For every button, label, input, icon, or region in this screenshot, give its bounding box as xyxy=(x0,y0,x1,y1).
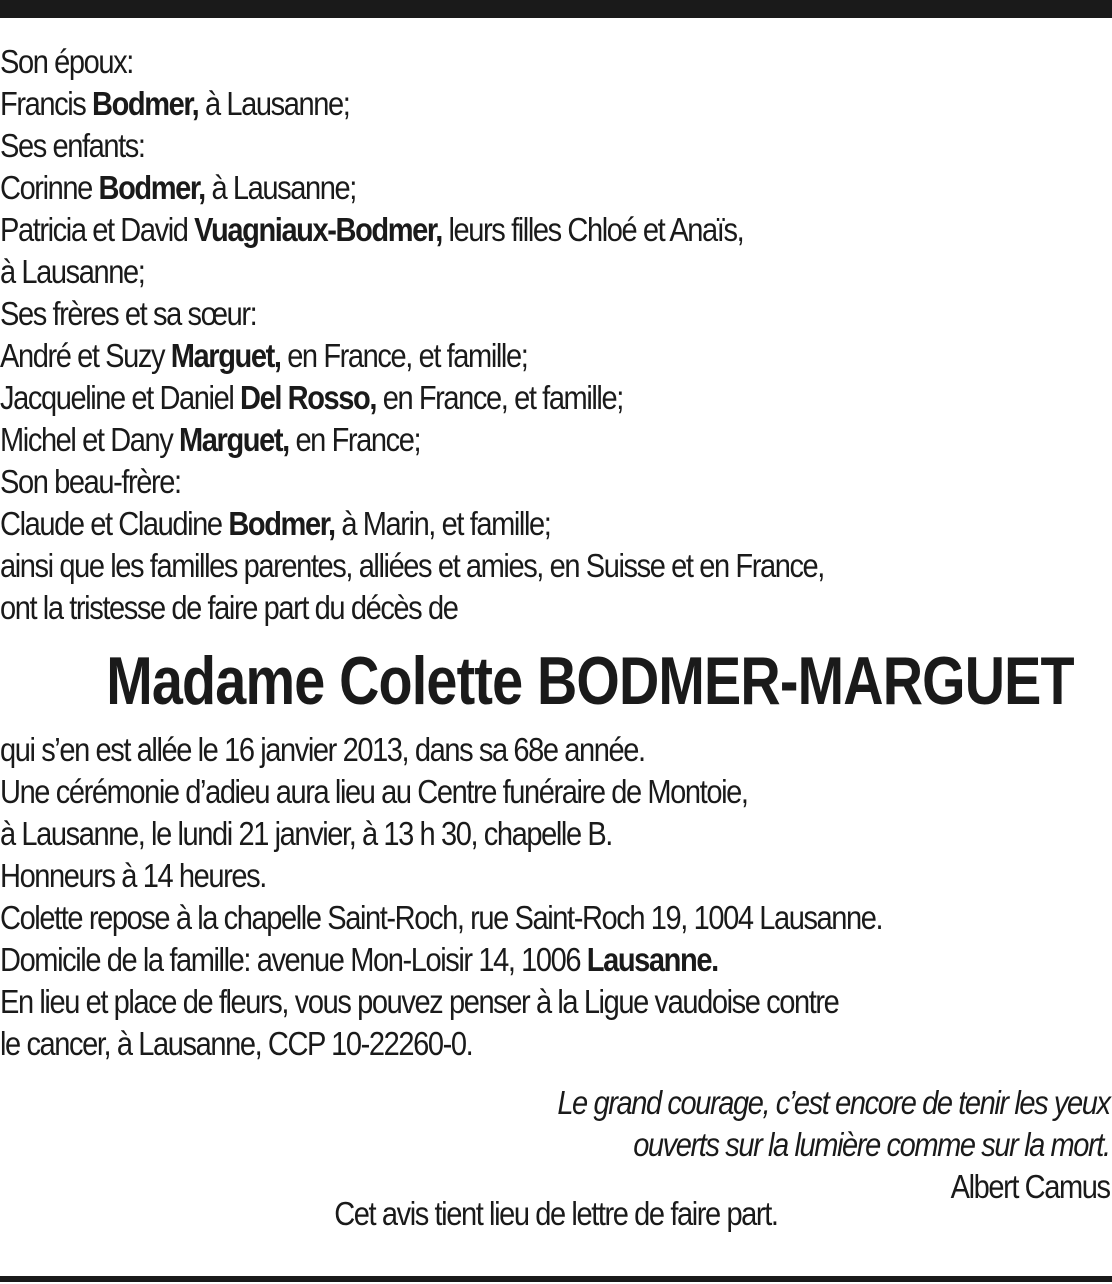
inlaw-heading: Son beau-frère: xyxy=(0,463,181,500)
child-line-continued: à Lausanne; xyxy=(0,253,145,290)
donation-line: En lieu et place de fleurs, vous pouvez penser à la Ligue vaudoise contre xyxy=(0,983,839,1020)
child-surname: Bodmer, xyxy=(98,169,205,206)
inlaw-place: à Marin, et famille; xyxy=(334,505,551,542)
child-first: Corinne xyxy=(0,169,99,206)
families-line: ainsi que les familles parentes, alliées et amies, en Suisse et en France, xyxy=(0,547,824,584)
deceased-name xyxy=(0,642,1112,720)
spouse-surname: Bodmer, xyxy=(92,85,199,122)
child-place: leurs filles Chloé et Anaïs, xyxy=(441,211,744,248)
quote-author: Albert Camus xyxy=(950,1168,1110,1205)
spouse-line xyxy=(0,83,979,125)
domicile-address: Domicile de la famille: avenue Mon-Loisir 14, 1006 xyxy=(0,941,587,978)
siblings-heading: Ses frères et sa sœur: xyxy=(0,295,257,332)
sibling-line xyxy=(0,419,979,461)
sibling-line xyxy=(0,335,979,377)
child-place: à Lausanne; xyxy=(204,169,356,206)
closing-notice xyxy=(0,1193,1112,1235)
honors-line: Honneurs à 14 heures. xyxy=(0,857,266,894)
top-rule xyxy=(0,0,1112,18)
ceremony-time-line: à Lausanne, le lundi 21 janvier, à 13 h 30, chapelle B. xyxy=(0,815,612,852)
child-line xyxy=(0,167,979,209)
sibling-surname: Marguet, xyxy=(170,337,281,374)
sibling-place: en France; xyxy=(288,421,421,458)
children-heading: Ses enfants: xyxy=(0,127,145,164)
spouse-heading: Son époux: xyxy=(0,43,133,80)
spouse-first: Francis xyxy=(0,85,93,122)
child-surname: Vuagniaux-Bodmer, xyxy=(194,211,442,248)
domicile-city: Lausanne. xyxy=(586,941,718,978)
child-line xyxy=(0,209,979,251)
quote-line: Le grand courage, c’est encore de tenir les yeux xyxy=(557,1084,1110,1121)
date-line: qui s’en est allée le 16 janvier 2013, dans sa 68e année. xyxy=(0,731,645,768)
family-list xyxy=(0,41,1112,629)
sibling-first: André et Suzy xyxy=(0,337,171,374)
deceased-name-text: Madame Colette BODMER-MARGUET xyxy=(106,643,1074,719)
donation-account-line: le cancer, à Lausanne, CCP 10-22260-0. xyxy=(0,1025,473,1062)
sibling-first: Jacqueline et Daniel xyxy=(0,379,241,416)
quote-block xyxy=(482,1082,1110,1208)
sibling-surname: Del Rosso, xyxy=(240,379,377,416)
inlaw-first: Claude et Claudine xyxy=(0,505,229,542)
quote-line: ouverts sur la lumière comme sur la mort. xyxy=(633,1126,1110,1163)
sibling-line xyxy=(0,377,979,419)
announcement-line: ont la tristesse de faire part du décès de xyxy=(0,589,458,626)
spouse-place: à Lausanne; xyxy=(198,85,350,122)
sibling-surname: Marguet, xyxy=(179,421,289,458)
sibling-first: Michel et Dany xyxy=(0,421,180,458)
rests-line: Colette repose à la chapelle Saint-Roch, rue Saint-Roch 19, 1004 Lausanne. xyxy=(0,899,883,936)
inlaw-line xyxy=(0,503,979,545)
sibling-place: en France, et famille; xyxy=(280,337,528,374)
bottom-rule xyxy=(0,1276,1112,1282)
domicile-line xyxy=(0,939,979,981)
child-first: Patricia et David xyxy=(0,211,195,248)
ceremony-line: Une cérémonie d’adieu aura lieu au Centre funéraire de Montoie, xyxy=(0,773,748,810)
details-block xyxy=(0,729,1112,1065)
closing-notice-text: Cet avis tient lieu de lettre de faire part. xyxy=(334,1195,778,1232)
inlaw-surname: Bodmer, xyxy=(228,505,335,542)
sibling-place: en France, et famille; xyxy=(376,379,623,416)
